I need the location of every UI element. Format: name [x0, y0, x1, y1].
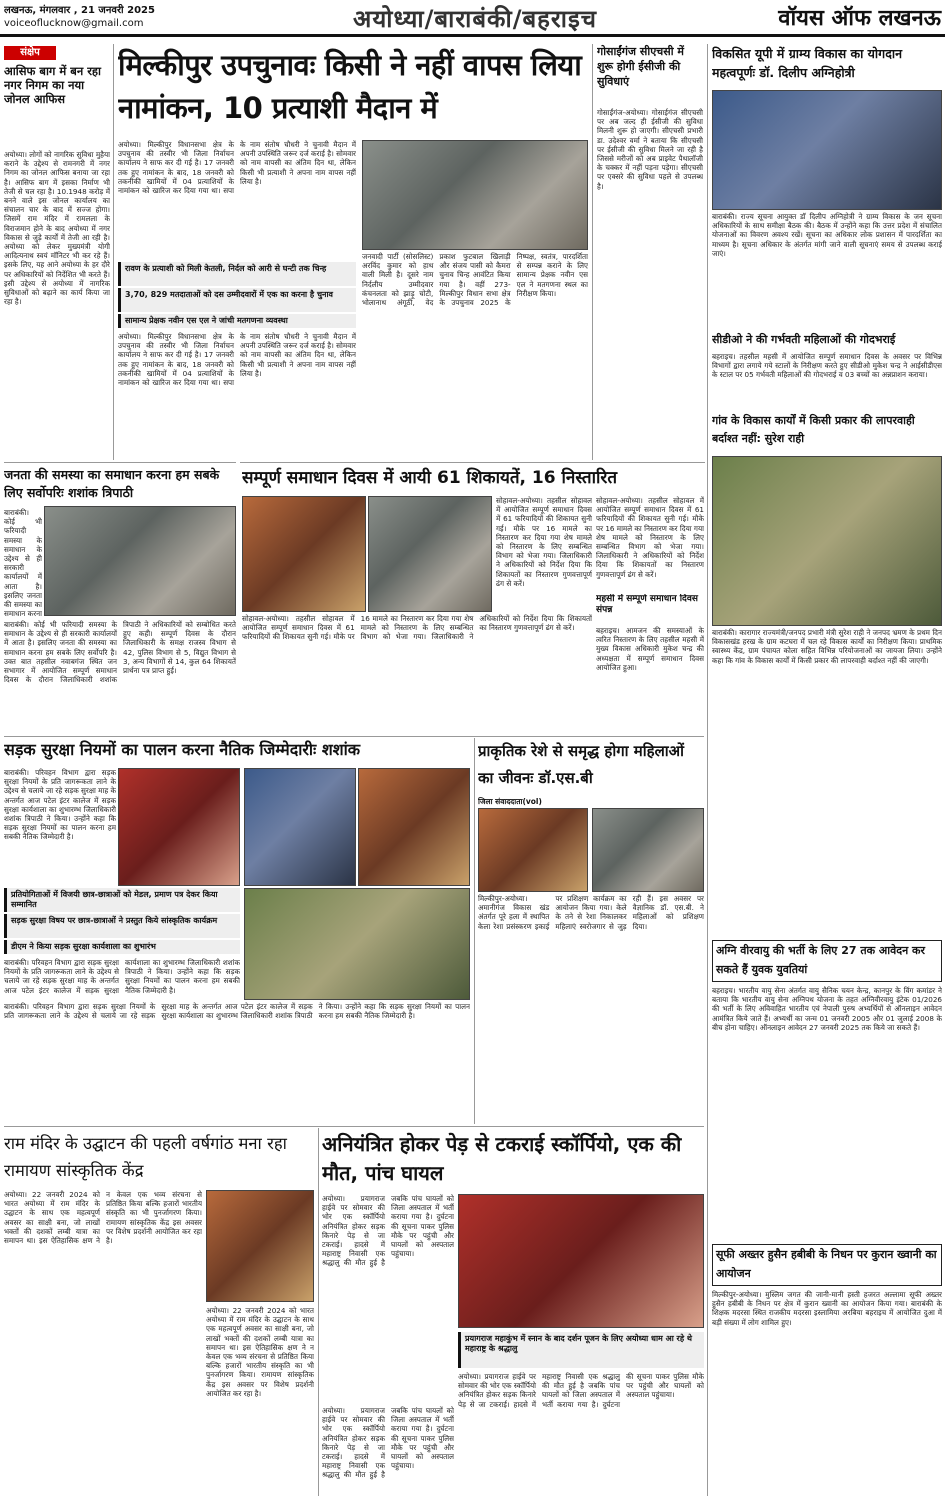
sadak-body-3: बाराबंकी। परिवहन विभाग द्वारा सड़क सुरक्षा नियमों के प्रति जागरूकता लाने के उद्देश्य से चलाये जा रहे सड़क सुरक्षा माह के अन्तर्गत आज पटेल इंटर कालेज में सड़क सुरक्षा कार्यशाला का शुभारम्भ जिलाधिकारी शशांक त्रिपाठी ने किया। उन्होंने कहा कि सड़क सुरक्षा नियमों का पालन करना हम सबकी नैतिक जिम्मेदारी है। [4, 1002, 470, 1021]
accident-highlight: प्रयागराज महाकुंभ में स्नान के बाद दर्शन पूजन के लिए अयोध्या धाम आ रहे थे महाराष्ट्र के श्रद्धालु [458, 1332, 704, 1368]
lead-body: अयोध्या। मिल्कीपुर विधानसभा क्षेत्र के उपचुनाव की तस्वीर भी जिला निर्वाचन कार्यालय ने साफ कर दी गई है। 17 जनवरी तक हुए नामांकन के बाद, 18 जनवरी को तकनीकी खामियों में 04 प्रत्याशियों के नामांकन को खारिज कर दिया गया था। सपा के नाम संतोष चौधरी ने चुनावी मैदान में अपनी उपस्थिति जरूर दर्ज कराई है। सोमवार को नाम वापसी का अंतिम दिन था, लेकिन किसी भी प्रत्याशी ने अपना नाम वापस नहीं लिया है। [118, 140, 356, 196]
mahasi-body-top: सोहावल-अयोध्या। तहसील सोहावल में आयोजित सम्पूर्ण समाधान दिवस में 61 फरियादियों की शिकायत सुनी गई। मौके पर 16 मामले का निस्तारण कर दिया गया शेष मामले को निस्तारण के लिए सम्बन्धित विभाग को भेजा गया। जिलाधिकारी ने अधिकारियों को निर्देश दिया कि शिकायतों का निस्तारण गुणवत्तापूर्ण ढंग से करें। [596, 496, 704, 579]
left-body-2: बाराबंकी। कोई भी फरियादी समस्या के समाधान के उद्देश्य से ही सरकारी कार्यालयों में आता है। इसलिए जनता की समस्या का समाधान करना [4, 508, 42, 618]
masthead-title: वॉयस ऑफ लखनऊ [778, 6, 941, 31]
photo-road-safety-2 [244, 768, 356, 886]
divider [592, 44, 593, 460]
sadak-headline: सड़क सुरक्षा नियमों का पालन करना नैतिक जिम्मेदारीः शशांक [4, 740, 361, 759]
sadak-body-2: बाराबंकी। परिवहन विभाग द्वारा सड़क सुरक्षा नियमों के प्रति जागरूकता लाने के उद्देश्य से चलाये जा रहे सड़क सुरक्षा माह के अन्तर्गत आज पटेल इंटर कालेज में सड़क सुरक्षा कार्यशाला का शुभारम्भ जिलाधिकारी शशांक त्रिपाठी ने किया। उन्होंने कहा कि सड़क सुरक्षा नियमों का पालन करना हम सबकी नैतिक जिम्मेदारी है। [4, 958, 240, 995]
photo-road-safety-event [244, 888, 470, 1000]
right-body-1: बाराबंकी। राज्य सूचना आयुक्त डॉ दिलीप अग्निहोत्री ने ग्राम्य विकास के जन सूचना अधिकारियों के साथ समीक्षा बैठक की। बैठक में उन्होंने कहा कि उत्तर प्रदेश में संचालित योजनाओं का विवरण अवश्य रखें। सूचना का अधिकार लोक प्रशासन में पारदर्शिता का माध्यम है। सूचना अधिकार के अंतर्गत मांगी जाने वाली सूचनाएं समय से उपलब्ध कराई जाएं। [712, 212, 942, 258]
divider [240, 462, 705, 463]
right-headline-2: सीडीओ ने की गर्भवती महिलाओं की गोदभराई [712, 333, 896, 346]
sadak-body: बाराबंकी। परिवहन विभाग द्वारा सड़क सुरक्षा नियमों के प्रति जागरूकता लाने के उद्देश्य से चलाये जा रहे सड़क सुरक्षा माह के अन्तर्गत आज पटेल इंटर कालेज में सड़क सुरक्षा कार्यशाला का शुभारम्भ जिलाधिकारी शशांक त्रिपाठी ने किया। उन्होंने कहा कि सड़क सुरक्षा नियमों का पालन करना हम सबकी नैतिक जिम्मेदारी है। [4, 768, 116, 842]
reshe-headline: प्राकृतिक रेशे से समृद्ध होगा महिलाओं का जीवनः डॉ.एस.बी [478, 742, 684, 787]
lead-body-2: अयोध्या। मिल्कीपुर विधानसभा क्षेत्र के उपचुनाव की तस्वीर भी जिला निर्वाचन कार्यालय ने साफ कर दी गई है। 17 जनवरी तक हुए नामांकन के बाद, 18 जनवरी को तकनीकी खामियों में 04 प्रत्याशियों के नामांकन को खारिज कर दिया गया था। सपा के नाम संतोष चौधरी ने चुनावी मैदान में अपनी उपस्थिति जरूर दर्ज कराई है। सोमवार को नाम वापसी का अंतिम दिन था, लेकिन किसी भी प्रत्याशी ने अपना नाम वापस नहीं लिया है। [118, 332, 356, 388]
left-headline-2: जनता की समस्या का समाधान करना हम सबके लिए सर्वोपरिः शशांक त्रिपाठी [4, 467, 220, 500]
right-headline-3: गांव के विकास कार्यों में किसी प्रकार की लापरवाही बर्दाश्त नहीं: सुरेश राही [712, 414, 915, 445]
header-rule [0, 34, 945, 37]
ram-headline: राम मंदिर के उद्घाटन की पहली वर्षगांठ मना रहा रामायण सांस्कृतिक केंद्र [4, 1134, 287, 1180]
divider [113, 44, 114, 460]
divider [318, 1128, 319, 1496]
right-body-4: बहराइच। भारतीय वायु सेना अंतर्गत वायु सैनिक चयन केन्द्र, कानपुर के विंग कमांडर ने बताया कि भारतीय वायु सेना अग्निपथ योजना के तहत अग्निवीरवायु इंटेक 01/2026 की भर्ती के लिए अविवाहित भारतीय एवं नेपाली पुरुष अभ्यर्थियों से ऑनलाइन आवेदन आमंत्रित किये जाते हैं। अभ्यर्थी का जन्म 01 जनवरी 2005 और 01 जुलाई 2008 के बीच होना चाहिए। ऑनलाइन आवेदन 27 जनवरी 2025 तक किये जा सकते हैं। [712, 986, 942, 1032]
ram-body-2: अयोध्या। 22 जनवरी 2024 को भारत अयोध्या में राम मंदिर के उद्घाटन के साथ एक महत्वपूर्ण अवसर का साक्षी बना, जो लाखों भक्तों की दशकों लम्बी यात्रा का समापन था। इस ऐतिहासिक क्षण ने न केवल एक भव्य संरचना से प्रतिष्ठित किया बल्कि हजारों भारतीय संस्कृति का भी पुनर्जागरण किया। रामायण सांस्कृतिक केंद्र इस अवसर पर विशेष प्रदर्शनी आयोजित कर रहा है। [206, 1306, 314, 1398]
photo-samadhan-hall [368, 496, 492, 612]
lead-body-3: जनवादी पार्टी (सोसलिस्ट) अरविंद कुमार को हाथ वाली मिली है। दूसरे नाम निर्दलीय उम्मीदवार कंचनलता को झाड़ू चोटी, भोलानाथ अंगूठी, वेद प्रकाश फुटबाल खिलाड़ी और संजय पासी को कैमरा चुनाव चिन्ह आवंटित किया गया है। वहीं 273-मिल्कीपुर विधान सभा क्षेत्र के उपचुनाव 2025 के निष्पक्ष, स्वतंत्र, पारदर्शिता से सम्पन्न कराने के लिए सामान्य प्रेक्षक नवीन एस एल ने मतगणना स्थल का निरीक्षण किया। [362, 252, 588, 308]
lead-highlight-3: सामान्य प्रेक्षक नवीन एस एल ने जांची मतगणना व्यवस्था [118, 314, 356, 328]
accident-body-2: अयोध्या। प्रयागराज हाईवे पर सोमवार की भोर एक स्कॉर्पियो अनियंत्रित होकर सड़क किनारे पेड़ से जा टकराई। हादसे में महाराष्ट्र निवासी एक श्रद्धालु की मौत हुई है जबकि पांच घायलों को जिला अस्पताल में भर्ती कराया गया है। दुर्घटना की सूचना पाकर पुलिस मौके पर पहुंची और घायलों को अस्पताल पहुंचाया। [458, 1372, 704, 1409]
sadak-highlight-1: प्रतियोगिताओं में विजयी छात्र-छात्राओं को मेडल, प्रमाण पत्र देकर किया सम्मानित [4, 888, 240, 912]
photo-info-commissioner [712, 90, 942, 210]
photo-road-safety-1 [118, 768, 240, 886]
right-body-2: बहराइच। तहसील महसी में आयोजित सम्पूर्ण समाधान दिवस के अवसर पर विभिन्न विभागों द्वारा लगाये गये स्टालों के निरीक्षण करते हुए सीडीओ मुकेश चन्द्र ने आईसीडीएस के स्टाल पर 05 गर्भवती महिलाओं की गोदभराई व 03 बच्चों का अन्नप्राशन कराया। [712, 352, 942, 380]
accident-body: अयोध्या। प्रयागराज हाईवे पर सोमवार की भोर एक स्कॉर्पियो अनियंत्रित होकर सड़क किनारे पेड़ से जा टकराई। हादसे में महाराष्ट्र निवासी एक श्रद्धालु की मौत हुई है जबकि पांच घायलों को जिला अस्पताल में भर्ती कराया गया है। दुर्घटना की सूचना पाकर पुलिस मौके पर पहुंची और घायलों को अस्पताल पहुंचाया। [322, 1194, 454, 1268]
left-headline-1: आसिफ बाग में बन रहा नगर निगम का नया जोनल आफिस [4, 64, 102, 106]
issue-date: लखनऊ, मंगलवार , 21 जनवरी 2025 [4, 5, 155, 16]
masthead [760, 2, 945, 32]
accident-body-3: अयोध्या। प्रयागराज हाईवे पर सोमवार की भोर एक स्कॉर्पियो अनियंत्रित होकर सड़क किनारे पेड़ से जा टकराई। हादसे में महाराष्ट्र निवासी एक श्रद्धालु की मौत हुई है जबकि पांच घायलों को जिला अस्पताल में भर्ती कराया गया है। दुर्घटना की सूचना पाकर पुलिस मौके पर पहुंची और घायलों को अस्पताल पहुंचाया। [322, 1406, 454, 1480]
photo-samadhan-sohawal [242, 496, 366, 612]
ecg-headline: गोसाईंगंज सीएचसी में शुरू होगी ईसीजी की सुविधाएं [597, 45, 684, 88]
reshe-body: मिल्कीपुर-अयोध्या। अमानीगंज विकास खंड अंतर्गत पूरे हला में स्थापित केला रेशा प्रसंस्करण इकाई पर प्रशिक्षण कार्यक्रम का आयोजन किया गया। केले के तने से रेशा निकालकर महिलाएं स्वरोजगार से जुड़ रही हैं। इस अवसर पर वैज्ञानिक डॉ. एस.बी. ने महिलाओं को प्रशिक्षण दिया। [478, 894, 704, 931]
right-body-5: मिल्कीपुर-अयोध्या। मुस्लिम जगत की जानी-मानी हस्ती हजरत अल्लामा सूफी अख्तर हुसैन हबीबी के निधन पर क्षेत्र में कुरान ख्वानी का आयोजन किया गया। बाराबंकी के शिक्षक मदरसा स्थित राजकीय मदरसा इस्लामिया अरबिया बहराइच में आयोजित दुआ में बड़ी संख्या में लोग शामिल हुए। [712, 1290, 942, 1327]
ecg-body: गोसाईंगंज-अयोध्या। गोसाईगंज सीएचसी पर अब जल्द ही ईसीजी की सुविधा मिलनी शुरू हो जाएगी। सीएचसी प्रभारी डा. उदेश्वर वर्मा ने बताया कि सीएचसी पर ईसीजी की सुविधा मिलने जा रही है जिससे मरीजों को अब प्राइवेट पैथालॉजी के चक्कर में नहीं पड़ना पड़ेगा। सीएचसी पर एक्सरे की सुविधा पहले से उपलब्ध है। [597, 108, 703, 191]
mahasi-body: बहराइच। आमजन की समस्याओं के त्वरित निस्तारण के लिए तहसील महसी में मुख्य विकास अधिकारी मुकेश चन्द्र की अध्यक्षता में सम्पूर्ण समाधान दिवस आयोजित हुआ। [596, 626, 704, 672]
section-title: अयोध्या/बाराबंकी/बहराइच [353, 5, 597, 32]
samadhan-body: सोहावल-अयोध्या। तहसील सोहावल में आयोजित सम्पूर्ण समाधान दिवस में 61 फरियादियों की शिकायत सुनी गई। मौके पर 16 मामले का निस्तारण कर दिया गया शेष मामले को निस्तारण के लिए सम्बन्धित विभाग को भेजा गया। जिलाधिकारी ने अधिकारियों को निर्देश दिया कि शिकायतों का निस्तारण गुणवत्तापूर्ण ढंग से करें। [242, 614, 592, 642]
photo-ramayan-centre [206, 1190, 314, 1302]
photo-banana-fibre-2 [592, 808, 704, 892]
sadak-highlight-3: डीएम ने किया सड़क सुरक्षा कार्यशाला का शुभारंभ [4, 940, 240, 954]
photo-nomination-officials [362, 140, 588, 250]
photo-minister-inspection [712, 456, 942, 626]
divider [4, 462, 236, 463]
header-date-block [4, 4, 304, 30]
sadak-highlight-2: सड़क सुरक्षा विषय पर छात्र-छात्राओं ने प्रस्तुत किये सांस्कृतिक कार्यक्रम [4, 914, 240, 938]
mahasi-headline: महसी में सम्पूर्ण समाधान दिवस संपन्न [596, 594, 698, 615]
divider [474, 738, 475, 1124]
photo-samadhan-barabanki [44, 506, 236, 616]
accident-headline: अनियंत्रित होकर पेड़ से टकराई स्कॉर्पियो, एक की मौत, पांच घायल [322, 1132, 682, 1185]
lead-highlight-2: 3,70, 829 मतदाताओं को दस उम्मीदवारों में एक का करना है चुनाव [118, 288, 356, 312]
right-headline-4: अग्नि वीरवायु की भर्ती के लिए 27 तक आवेदन कर सकते हैं युवक युवतियां [712, 940, 942, 982]
reshe-byline: जिला संवाददाता(vol) [478, 797, 542, 806]
photo-banana-fibre [478, 808, 588, 892]
right-headline-1: विकसित यूपी में ग्राम्य विकास का योगदान महत्वपूर्णः डॉ. दिलीप अग्निहोत्री [712, 46, 903, 80]
samadhan-body-2: सोहावल-अयोध्या। तहसील सोहावल में आयोजित सम्पूर्ण समाधान दिवस में 61 फरियादियों की शिकायत सुनी गई। मौके पर 16 मामले का निस्तारण कर दिया गया शेष मामले को निस्तारण के लिए सम्बन्धित विभाग को भेजा गया। जिलाधिकारी ने अधिकारियों को निर्देश दिया कि शिकायतों का निस्तारण गुणवत्तापूर्ण ढंग से करें। [496, 496, 592, 588]
right-body-3: बाराबंकी। कारागार राज्यमंत्री/जनपद प्रभारी मंत्री सुरेश राही ने जनपद भ्रमण के प्रथम दिन विकासखंड हरख के ग्राम कटघरा में चल रहे विकास कार्यों का निरीक्षण किया। प्राथमिक स्वास्थ्य केंद्र, ग्राम पंचायत कोला सहित विभिन्न परियोजनाओं का जायजा लिया। उन्होंने कहा कि गांव के विकास कार्यों में किसी प्रकार की लापरवाही बर्दाश्त नहीं की जाएगी। [712, 628, 942, 665]
lead-highlight-1: रावण के प्रत्याशी को मिली केतली, निर्दल को आरी से घन्टी तक चिन्ह [118, 262, 356, 286]
divider [707, 44, 708, 1496]
divider [4, 736, 704, 737]
right-headline-5: सूफी अख्तर हुसैन हबीबी के निधन पर कुरान ख्वानी का आयोजन [712, 1244, 942, 1286]
divider [4, 1126, 704, 1127]
lead-headline: मिल्कीपुर उपचुनावः किसी ने नहीं वापस लिया नामांकन, 10 प्रत्याशी मैदान में [118, 48, 582, 125]
samadhan-headline: सम्पूर्ण समाधान दिवस में आयी 61 शिकायतें, 16 निस्तारित [242, 468, 618, 488]
left-body-1: अयोध्या। लोगों को नागरिक सुविधा मुहैया कराने के उद्देश्य से रामनगरी में नगर निगम का जोनल आफिस बनाया जा रहा है। आसिफ बाग में इसका निर्माण भी तेजी से चल रहा है। 10.1948 करोड़ में बनने वाले इस जोनल कार्यालय का संचालन चार के बाद में सज्ज होगा। जिसमें राम मंदिर में रामलला के विराजमान होने के बाद अयोध्या में नगर विकास से जुड़े कार्यों में तेजी आ रही है। अयोध्या को लेकर मुख्यमंत्री योगी आदित्यनाथ स्वयं मॉनिटर भी कर रहे हैं। इसके लिए, यह आने अयोध्या के हर दौरे पर अधिकारियों को निर्देशित भी करते हैं। इसी उद्देश्य से अयोध्या में नागरिक सुविधाओं को बढ़ाने का कार्य किया जा रहा है। [4, 150, 110, 307]
left-body-2b: बाराबंकी। कोई भी फरियादी समस्या के समाधान के उद्देश्य से ही सरकारी कार्यालयों में आता है। इसलिए जनता की समस्या का समाधान करना हम सबके लिए सर्वोपरि है। उक्त बात तहसील नवाबगंज स्थित जन सभागार में आयोजित सम्पूर्ण समाधान दिवस के दौरान जिलाधिकारी शशांक त्रिपाठी ने अधिकारियों को सम्बोधित करते हुए कही। सम्पूर्ण दिवस के दौरान जिलाधिकारी के समक्ष राजस्व विभाग से 42, पुलिस विभाग से 5, विद्युत विभाग से 3, अन्य विभागों से 14, कुल 64 शिकायतें प्रार्थना पत्र प्राप्त हुई। [4, 620, 236, 685]
photo-hospital-injured [458, 1194, 704, 1328]
photo-road-safety-3 [358, 768, 470, 886]
email[interactable]: voiceoflucknow@gmail.com [4, 18, 144, 29]
ram-body: अयोध्या। 22 जनवरी 2024 को भारत अयोध्या में राम मंदिर के उद्घाटन के साथ एक महत्वपूर्ण अवसर का साक्षी बना, जो लाखों भक्तों की दशकों लम्बी यात्रा का समापन था। इस ऐतिहासिक क्षण ने न केवल एक भव्य संरचना से प्रतिष्ठित किया बल्कि हजारों भारतीय संस्कृति का भी पुनर्जागरण किया। रामायण सांस्कृतिक केंद्र इस अवसर पर विशेष प्रदर्शनी आयोजित कर रहा है। [4, 1190, 202, 1246]
brief-tag: संक्षेप [4, 46, 56, 60]
